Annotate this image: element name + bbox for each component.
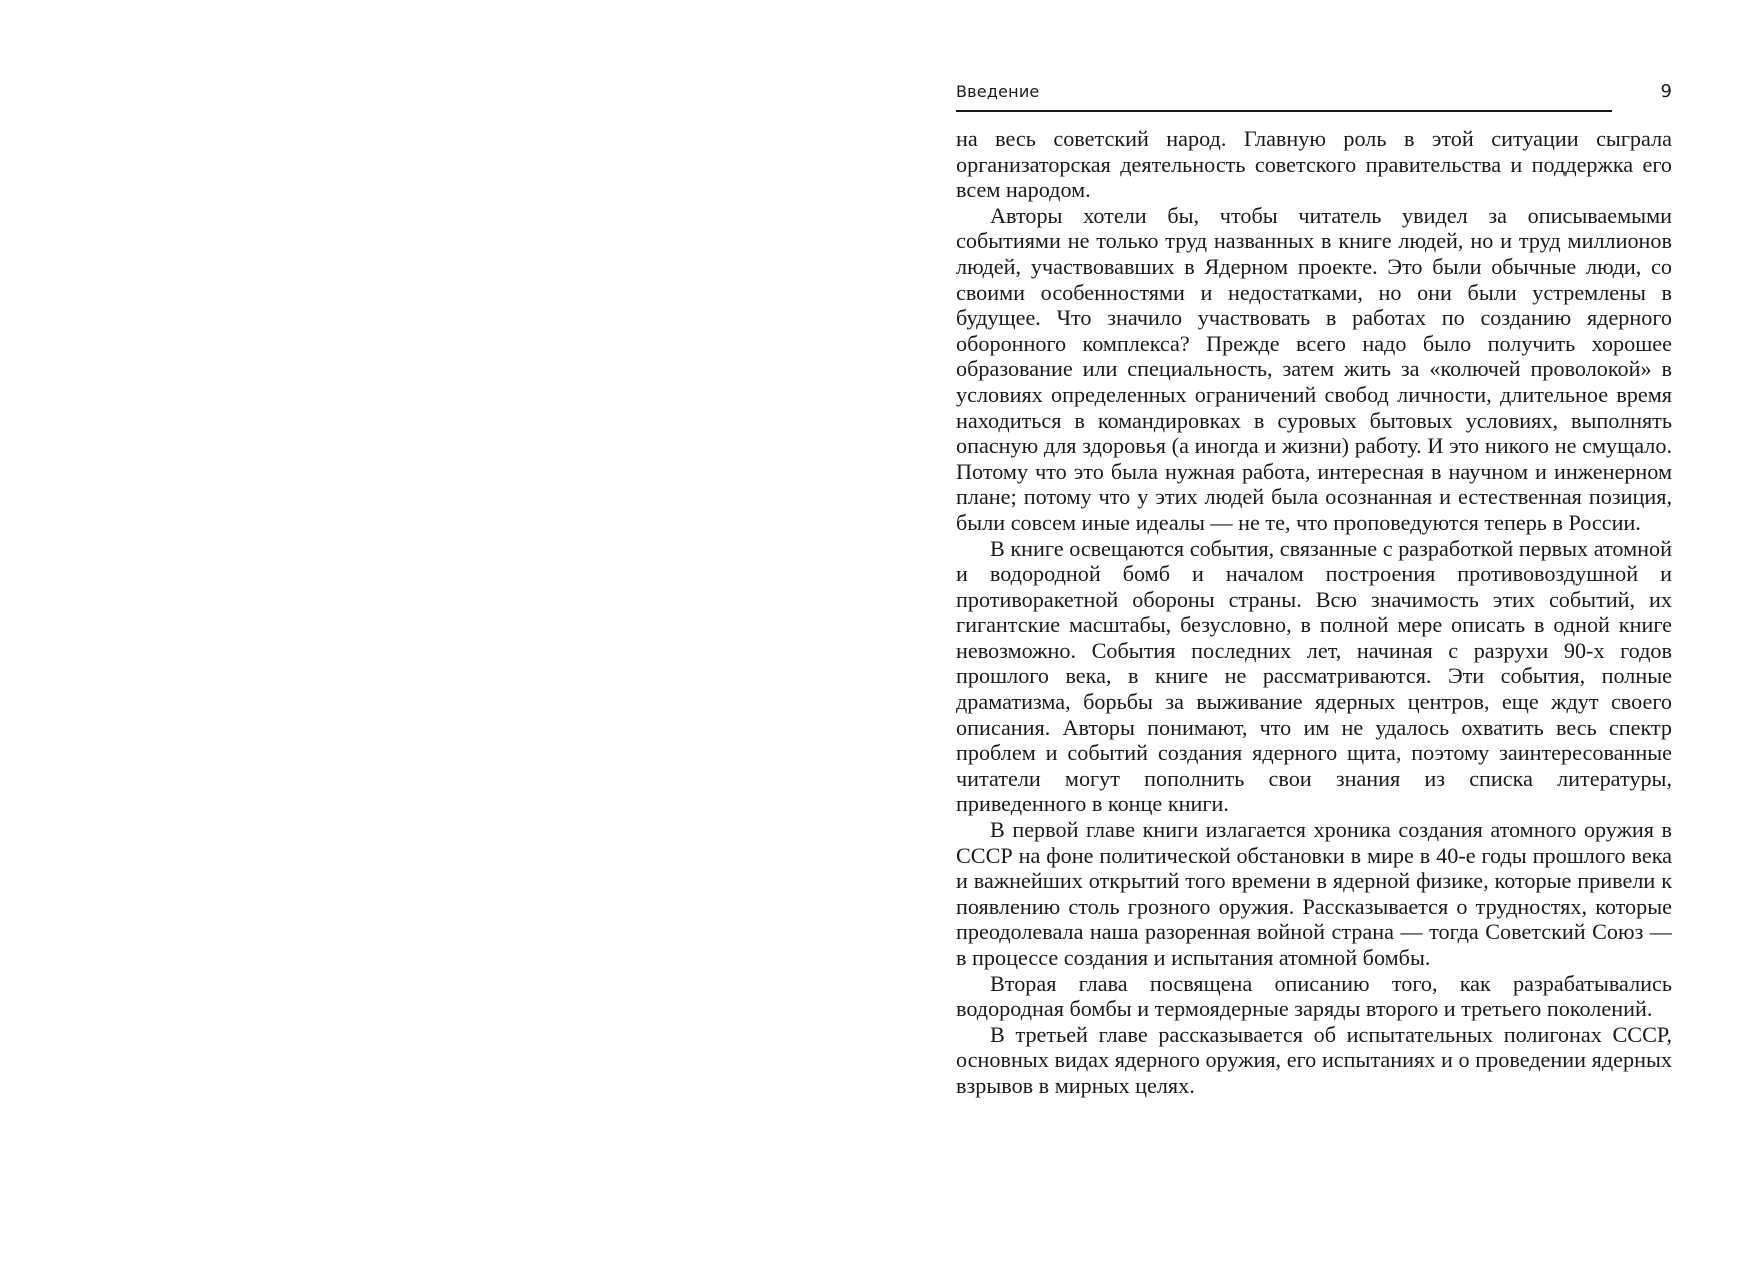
page-number: 9 xyxy=(1660,81,1672,102)
header-rule xyxy=(956,110,1612,112)
paragraph: Авторы хотели бы, чтобы читатель увидел за описываемыми событиями не только труд названных в книге людей, но и труд миллионов людей, участвовавших в Ядерном проекте. Это были обычные люди, со своими особенностями и недостатками, но они были устремлены в будущее. Что значило участвовать в работах по созданию ядерного оборонного комплекса? Прежде всего надо было получить хорошее образование или специальность, затем жить за «колючей проволокой» в условиях определенных ограничений свобод личности, длительное время находиться в командировках в суровых бытовых условиях, выполнять опасную для здоровья (а иногда и жизни) работу. И это никого не смущало. Потому что это была нужная работа, интересная в научном и инженерном плане; потому что у этих людей была осознанная и естественная позиция, были совсем иные идеалы — не те, что проповедуются теперь в России. xyxy=(956,202,1672,535)
running-header xyxy=(956,82,1672,112)
left-page-blank xyxy=(0,0,868,1270)
chapter-title: Введение xyxy=(956,82,1040,101)
body-text xyxy=(956,126,1672,1099)
paragraph: В первой главе книги излагается хроника создания атомного оружия в СССР на фоне политической обстановки в мире в 40-е годы прошлого века и важнейших открытий того времени в ядерной физике, которые привели к появлению столь грозного оружия. Рассказывается о трудностях, которые преодолевала наша разоренная войной страна — тогда Советский Союз — в процессе создания и испытания атомной бомбы. xyxy=(956,817,1672,970)
paragraph: В книге освещаются события, связанные с разработкой первых атомной и водородной бомб и началом построения противовоздушной и противоракетной обороны страны. Всю значимость этих событий, их гигантские масштабы, безусловно, в полной мере описать в одной книге невозможно. События последних лет, начиная с разрухи 90-х годов прошлого века, в книге не рассматриваются. Эти события, полные драматизма, борьбы за выживание ядерных центров, еще ждут своего описания. Авторы понимают, что им не удалось охватить весь спектр проблем и событий создания ядерного щита, поэтому заинтересованные читатели могут пополнить свои знания из списка литературы, приведенного в конце книги. xyxy=(956,535,1672,817)
paragraph: Вторая глава посвящена описанию того, как разрабатывались водородная бомбы и термоядерные заряды второго и третьего поколений. xyxy=(956,970,1672,1022)
paragraph-continuation: на весь советский народ. Главную роль в этой ситуации сыграла организаторская деятельность советского правительства и поддержка его всем народом. xyxy=(956,126,1672,203)
paragraph: В третьей главе рассказывается об испытательных полигонах СССР, основных видах ядерного оружия, его испытаниях и о проведении ядерных взрывов в мирных целях. xyxy=(956,1021,1672,1098)
